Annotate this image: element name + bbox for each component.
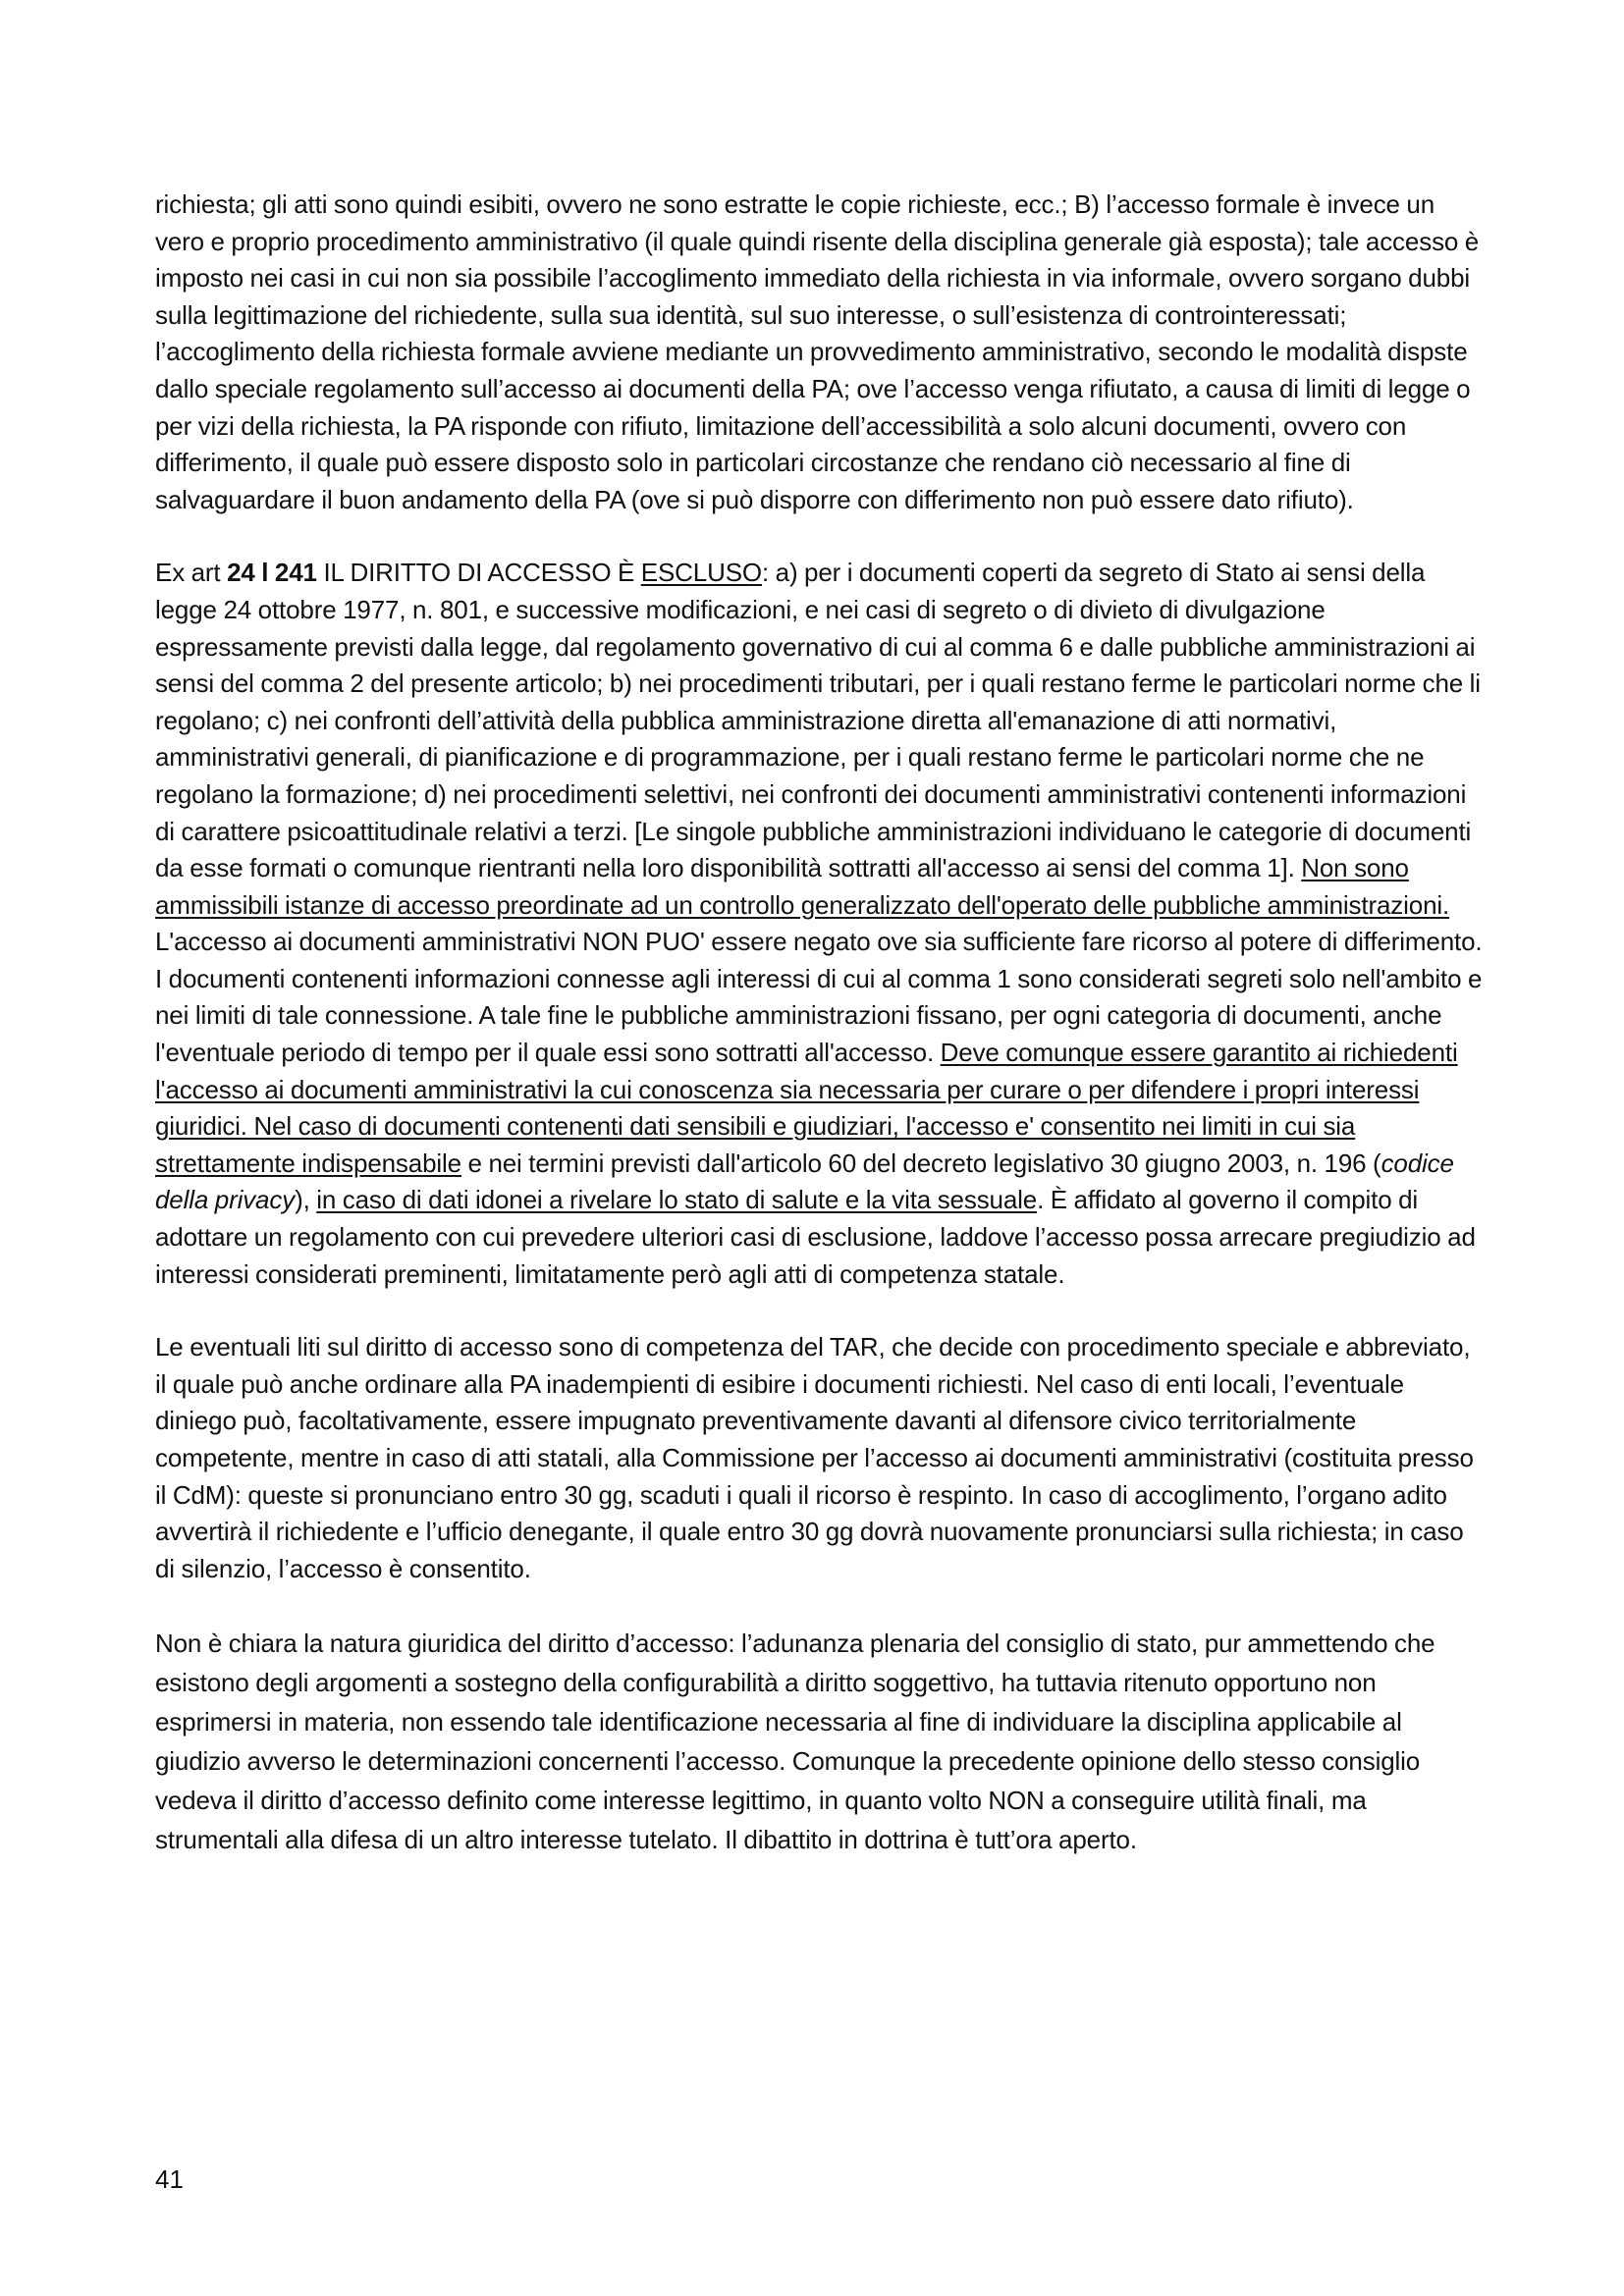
underlined-passage: Non sono ammissibili istanze di accesso preordinate ad un controllo generalizzato dell'operato delle pubbliche amministrazioni. xyxy=(155,853,1450,920)
text-segment: L'accesso ai documenti amministrativi NON PUO' essere negato ove sia sufficiente fare ricorso al potere di differimento. I documenti contenenti informazioni connesse agli interessi di cui al comma 1 sono considerati segreti solo nell'ambito e nei limiti di tale connessione. A tale fine le pubbliche amministrazioni fissano, per ogni categoria di documenti, anche l'eventuale periodo di tempo per il quale essi sono sottratti all'accesso. xyxy=(155,927,1483,1068)
law-reference-bold: 24 l 241 xyxy=(227,558,317,588)
text-segment: . È affidato al governo il compito di adottare un regolamento con cui prevedere ulteriori casi di esclusione, laddove l’accesso possa arrecare pregiudizio ad interessi considerati preminenti, limitatamente però agli atti di competenza statale. xyxy=(155,1185,1476,1289)
page-content xyxy=(155,187,1483,1859)
paragraph-access-excluded xyxy=(155,555,1483,1293)
underlined-passage: in caso di dati idonei a rivelare lo stato di salute e la vita sessuale xyxy=(316,1185,1038,1215)
text-segment: Ex art xyxy=(155,558,228,588)
text-segment: IL DIRITTO DI ACCESSO È xyxy=(316,558,641,588)
escluso-underlined: ESCLUSO xyxy=(640,558,762,588)
text-segment: e nei termini previsti dall'articolo 60 del decreto legislativo 30 giugno 2003, n. 196 ( xyxy=(460,1148,1381,1178)
text-segment: ), xyxy=(295,1185,317,1215)
privacy-code-italic: codice della privacy xyxy=(155,1148,1454,1215)
paragraph-legal-nature: Non è chiara la natura giuridica del diritto d’accesso: l’adunanza plenaria del consiglio di stato, pur ammettendo che esistono degli argomenti a sostegno della configurabilità a diritto soggettivo, ha tuttavia ritenuto opportuno non esprimersi in materia, non essendo tale identificazione necessaria al fine di individuare la disciplina applicabile al giudizio avverso le determinazioni concernenti l’accesso. Comunque la precedente opinione dello stesso consiglio vedeva il diritto d’accesso definito come interesse legittimo, in quanto volto NON a conseguire utilità finali, ma strumentali alla difesa di un altro interesse tutelato. Il dibattito in dottrina è tutt’ora aperto. xyxy=(155,1629,1435,1855)
paragraph-access-formal: richiesta; gli atti sono quindi esibiti, ovvero ne sono estratte le copie richieste, ecc.; B) l’accesso formale è invece un vero e proprio procedimento amministrativo (il quale quindi risente della disciplina generale già esposta); tale accesso è imposto nei casi in cui non sia possibile l’accoglimento immediato della richiesta in via informale, ovvero sorgano dubbi sulla legittimazione del richiedente, sulla sua identità, sul suo interesse, o sull’esistenza di controinteressati; l’accoglimento della richiesta formale avviene mediante un provvedimento amministrativo, secondo le modalità dispste dallo speciale regolamento sull’accesso ai documenti della PA; ove l’accesso venga rifiutato, a causa di limiti di legge o per vizi della richiesta, la PA risponde con rifiuto, limitazione dell’accessibilità a solo alcuni documenti, ovvero con differimento, il quale può essere disposto solo in particolari circostanze che rendano ciò necessario al fine di salvaguardare il buon andamento della PA (ove si può disporre con differimento non può essere dato rifiuto). xyxy=(155,189,1480,514)
text-segment: : a) per i documenti coperti da segreto di Stato ai sensi della legge 24 ottobre 1977, n. 801, e successive modificazioni, e nei casi di segreto o di divieto di divulgazione espressamente previsti dalla legge, dal regolamento governativo di cui al comma 6 e dalle pubbliche amministrazioni ai sensi del comma 2 del presente articolo; b) nei procedimenti tributari, per i quali restano ferme le particolari norme che li regolano; c) nei confronti dell’attività della pubblica amministrazione diretta all'emanazione di atti normativi, amministrativi generali, di pianificazione e di programmazione, per i quali restano ferme le particolari norme che ne regolano la formazione; d) nei procedimenti selettivi, nei confronti dei documenti amministrativi contenenti informazioni di carattere psicoattitudinale relativi a terzi. [Le singole pubbliche amministrazioni individuano le categorie di documenti da esse formati o comunque rientranti nella loro disponibilità sottratti all'accesso ai sensi del comma 1]. xyxy=(155,558,1481,883)
page-number: 41 xyxy=(155,2164,184,2194)
paragraph-tar-disputes: Le eventuali liti sul diritto di accesso sono di competenza del TAR, che decide con procedimento speciale e abbreviato, il quale può anche ordinare alla PA inadempienti di esibire i documenti richiesti. Nel caso di enti locali, l’eventuale diniego può, facoltativamente, essere impugnato preventivamente davanti al difensore civico territorialmente competente, mentre in caso di atti statali, alla Commissione per l’accesso ai documenti amministrativi (costituita presso il CdM): queste si pronunciano entro 30 gg, scaduti i quali il ricorso è respinto. In caso di accoglimento, l’organo adito avvertirà il richiedente e l’ufficio denegante, il quale entro 30 gg dovrà nuovamente pronunciarsi sulla richiesta; in caso di silenzio, l’accesso è consentito. xyxy=(155,1332,1474,1583)
underlined-passage: Deve comunque essere garantito ai richiedenti l'accesso ai documenti amministrativi la cui conoscenza sia necessaria per curare o per difendere i propri interessi giuridici. Nel caso di documenti contenenti dati sensibili e giudiziari, l'accesso e' consentito nei limiti in cui sia strettamente indispensabile xyxy=(155,1038,1458,1178)
